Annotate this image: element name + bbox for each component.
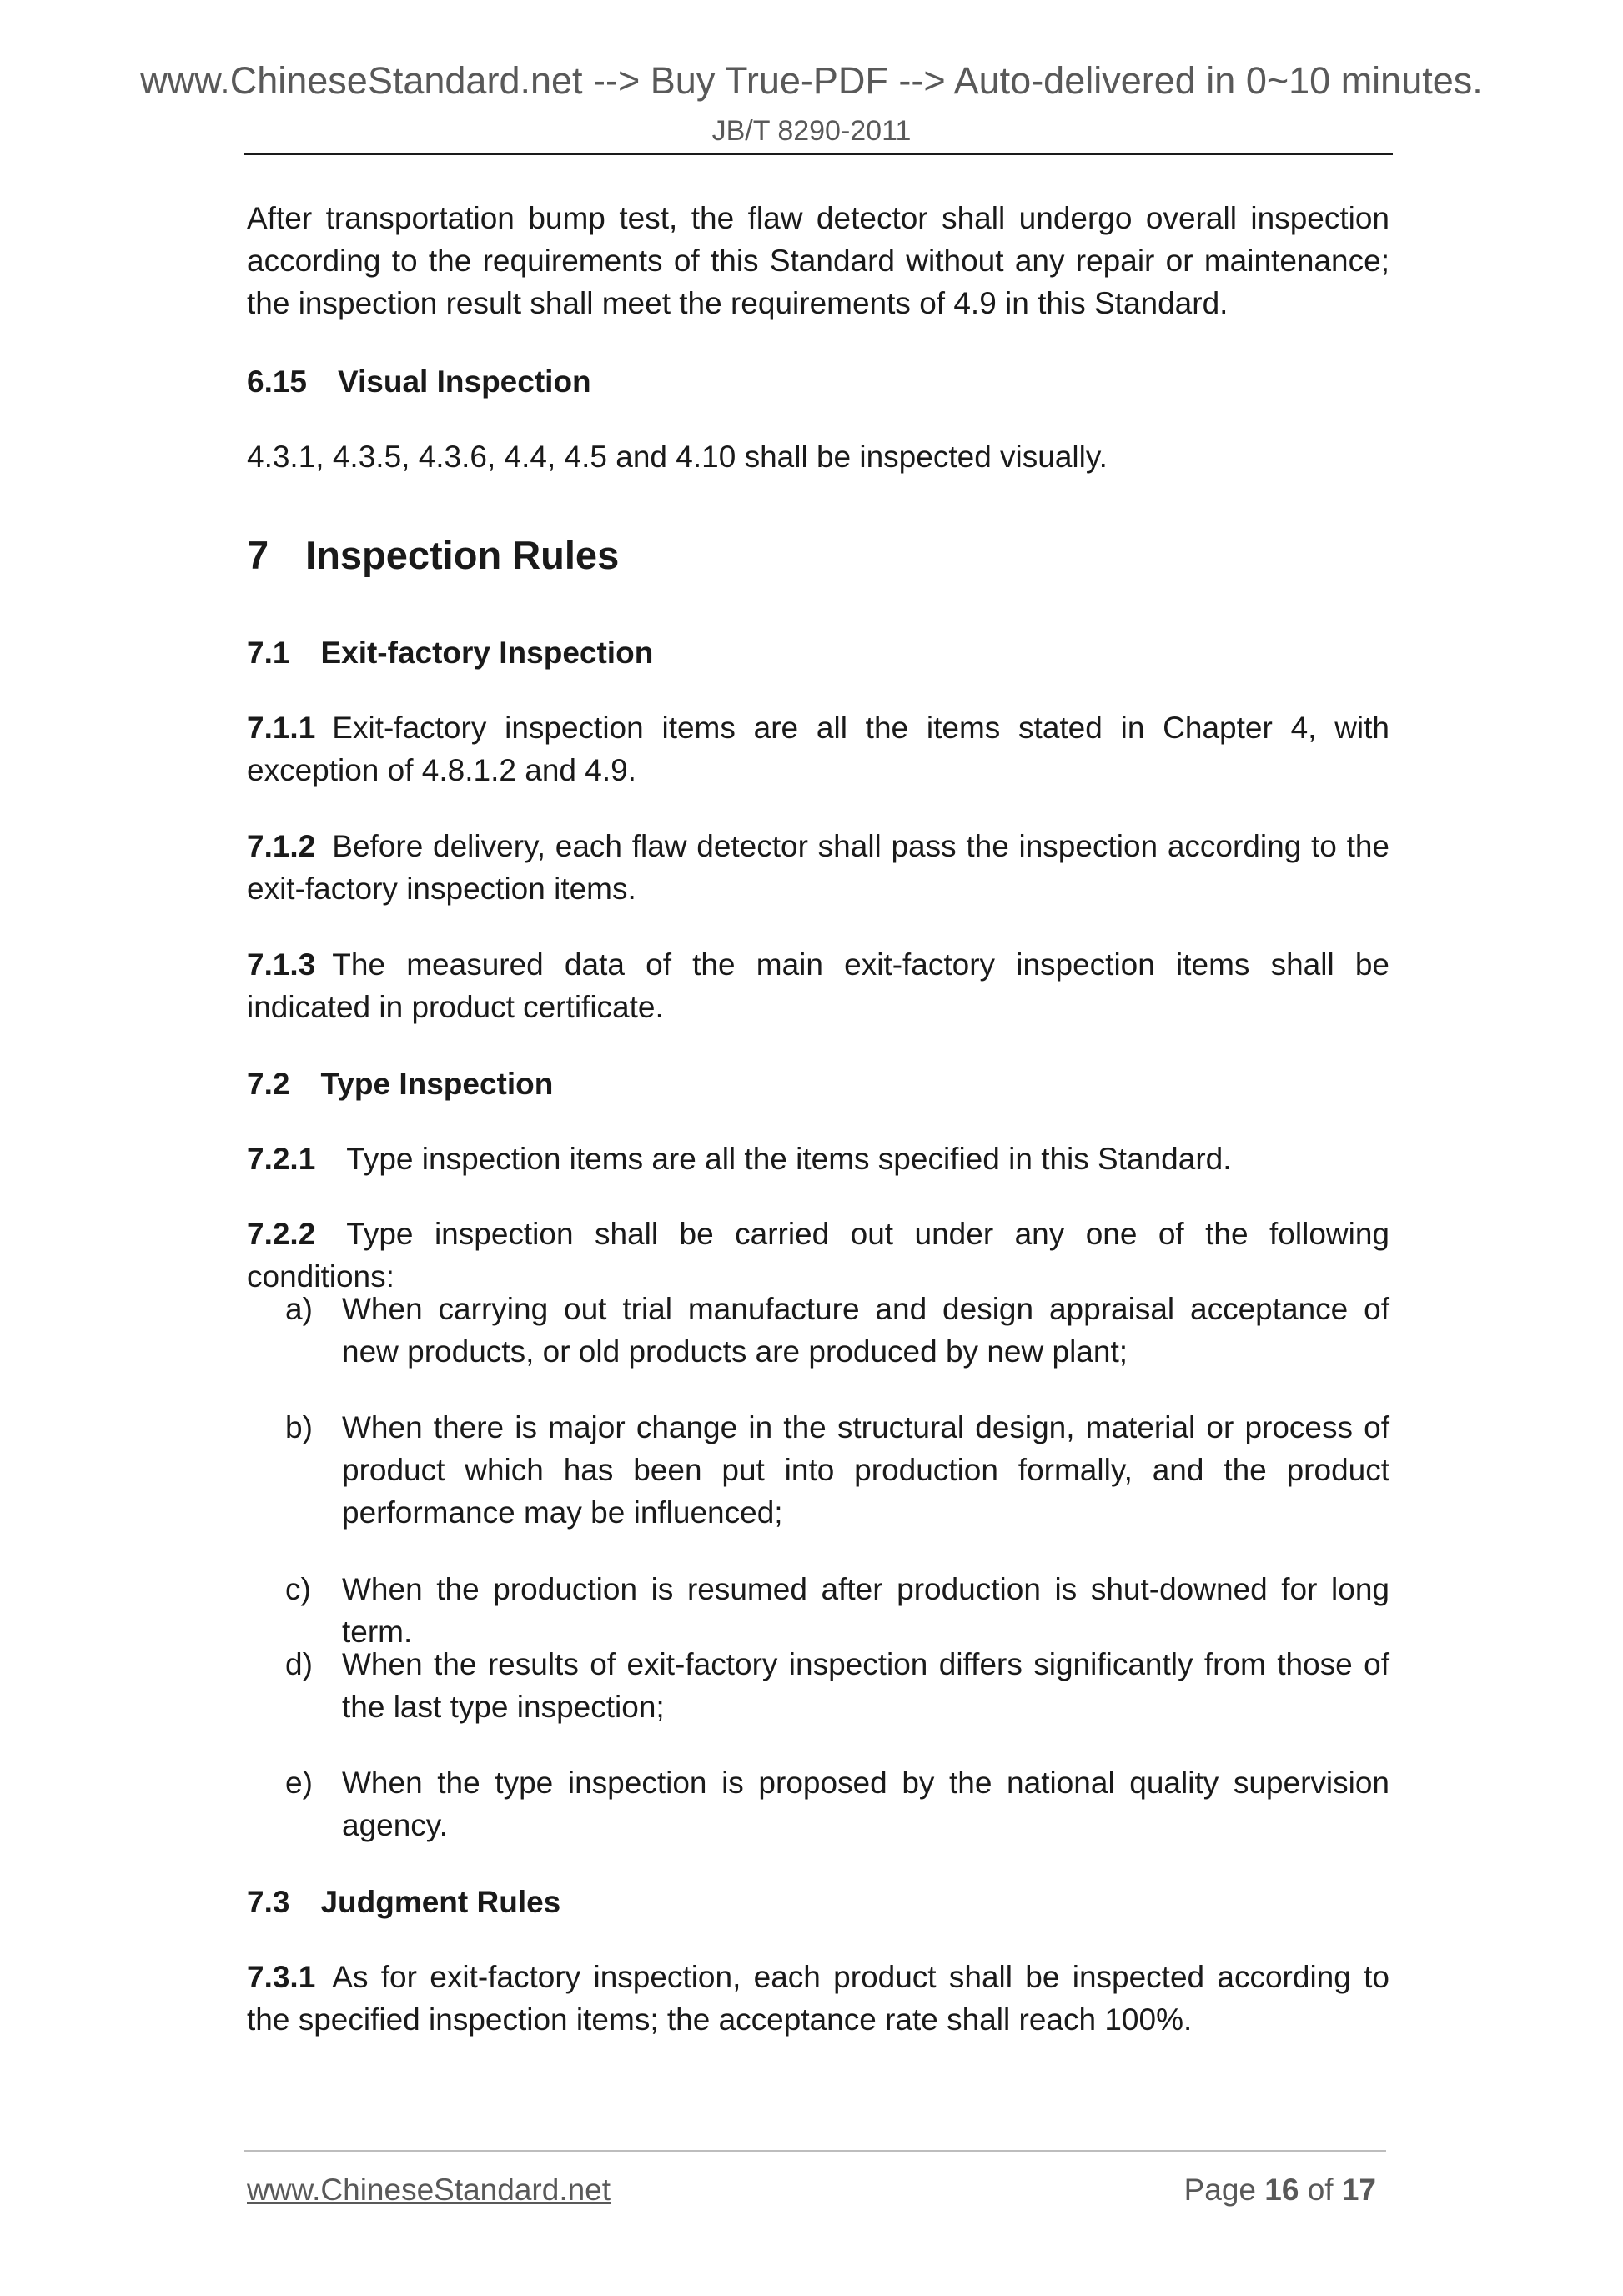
section-number: 6.15 — [247, 364, 308, 399]
current-page: 16 — [1264, 2173, 1299, 2207]
clause-text: Before delivery, each flaw detector shall pass the inspection according to the exit-factory inspection items. — [247, 829, 1389, 906]
condition-label: a) — [285, 1292, 313, 1326]
section-number: 7.3 — [247, 1885, 290, 1919]
condition-text: When there is major change in the structural design, material or process of product which has been put into production formally, and the product performance may be influenced; — [342, 1410, 1389, 1530]
section-6-15-text: 4.3.1, 4.3.5, 4.3.6, 4.4, 4.5 and 4.10 shall be inspected visually. — [247, 440, 1108, 474]
condition-item — [285, 1406, 1389, 1534]
total-pages: 17 — [1341, 2173, 1376, 2207]
header-banner: www.ChineseStandard.net --> Buy True-PDF --> Auto-delivered in 0~10 minutes. — [140, 59, 1483, 102]
clause-text: As for exit-factory inspection, each product shall be inspected according to the specified inspection items; the acceptance rate shall reach 100%. — [247, 1960, 1389, 2037]
page-indicator — [1184, 2168, 1376, 2211]
condition-text: When the type inspection is proposed by the national quality supervision agency. — [342, 1766, 1389, 1842]
section-title: Exit-factory Inspection — [320, 636, 654, 670]
clause-number: 7.1.1 — [247, 711, 316, 745]
clause-text: Type inspection items are all the items specified in this Standard. — [346, 1142, 1232, 1176]
condition-item — [285, 1761, 1389, 1846]
section-title: Judgment Rules — [320, 1885, 561, 1919]
condition-item — [285, 1643, 1389, 1728]
clause-7-2-2 — [247, 1213, 1389, 1298]
section-6-15-heading — [247, 360, 591, 403]
condition-text: When carrying out trial manufacture and design appraisal acceptance of new products, or old products are produced by new plant; — [342, 1292, 1389, 1369]
section-7-3-heading — [247, 1881, 560, 1923]
condition-item — [285, 1568, 1389, 1653]
clause-number: 7.1.3 — [247, 947, 316, 982]
clause-text: Type inspection shall be carried out under any one of the following conditions: — [247, 1217, 1389, 1294]
condition-label: b) — [285, 1410, 313, 1444]
condition-label: c) — [285, 1572, 311, 1606]
condition-text: When the results of exit-factory inspection differs significantly from those of the last type inspection; — [342, 1647, 1389, 1724]
clause-7-1-2 — [247, 825, 1389, 910]
condition-item — [285, 1288, 1389, 1373]
footer-site-link[interactable]: www.ChineseStandard.net — [247, 2173, 611, 2207]
clause-text: Exit-factory inspection items are all the items stated in Chapter 4, with exception of 4.8.1.2 and 4.9. — [247, 711, 1389, 787]
chapter-7-heading — [247, 530, 619, 580]
section-number: 7.1 — [247, 636, 290, 670]
clause-text: The measured data of the main exit-factory inspection items shall be indicated in product certificate. — [247, 947, 1389, 1024]
section-7-1-heading — [247, 631, 653, 674]
clause-7-3-1 — [247, 1956, 1389, 2041]
condition-label: d) — [285, 1647, 313, 1681]
page-word: Page — [1183, 2173, 1256, 2207]
of-word: of — [1307, 2173, 1334, 2207]
clause-number: 7.2.1 — [247, 1142, 316, 1176]
chapter-title: Inspection Rules — [305, 533, 620, 577]
clause-number: 7.1.2 — [247, 829, 316, 863]
clause-7-1-1 — [247, 706, 1389, 791]
clause-number: 7.2.2 — [247, 1217, 316, 1251]
header-divider — [244, 153, 1393, 155]
clause-7-2-1 — [247, 1138, 1389, 1180]
clause-7-1-3 — [247, 943, 1389, 1028]
intro-paragraph: After transportation bump test, the flaw detector shall undergo overall inspection according to the requirements of this Standard without any repair or maintenance; the inspection result shall meet the requirements of 4.9 in this Standard. — [247, 201, 1389, 320]
section-title: Type Inspection — [320, 1067, 554, 1101]
chapter-number: 7 — [247, 533, 269, 577]
condition-label: e) — [285, 1766, 313, 1800]
condition-text: When the production is resumed after production is shut-downed for long term. — [342, 1572, 1389, 1649]
document-id: JB/T 8290-2011 — [711, 115, 912, 147]
section-title: Visual Inspection — [338, 364, 591, 399]
section-number: 7.2 — [247, 1067, 290, 1101]
section-7-2-heading — [247, 1063, 553, 1105]
clause-number: 7.3.1 — [247, 1960, 316, 1994]
footer-divider — [244, 2150, 1386, 2152]
